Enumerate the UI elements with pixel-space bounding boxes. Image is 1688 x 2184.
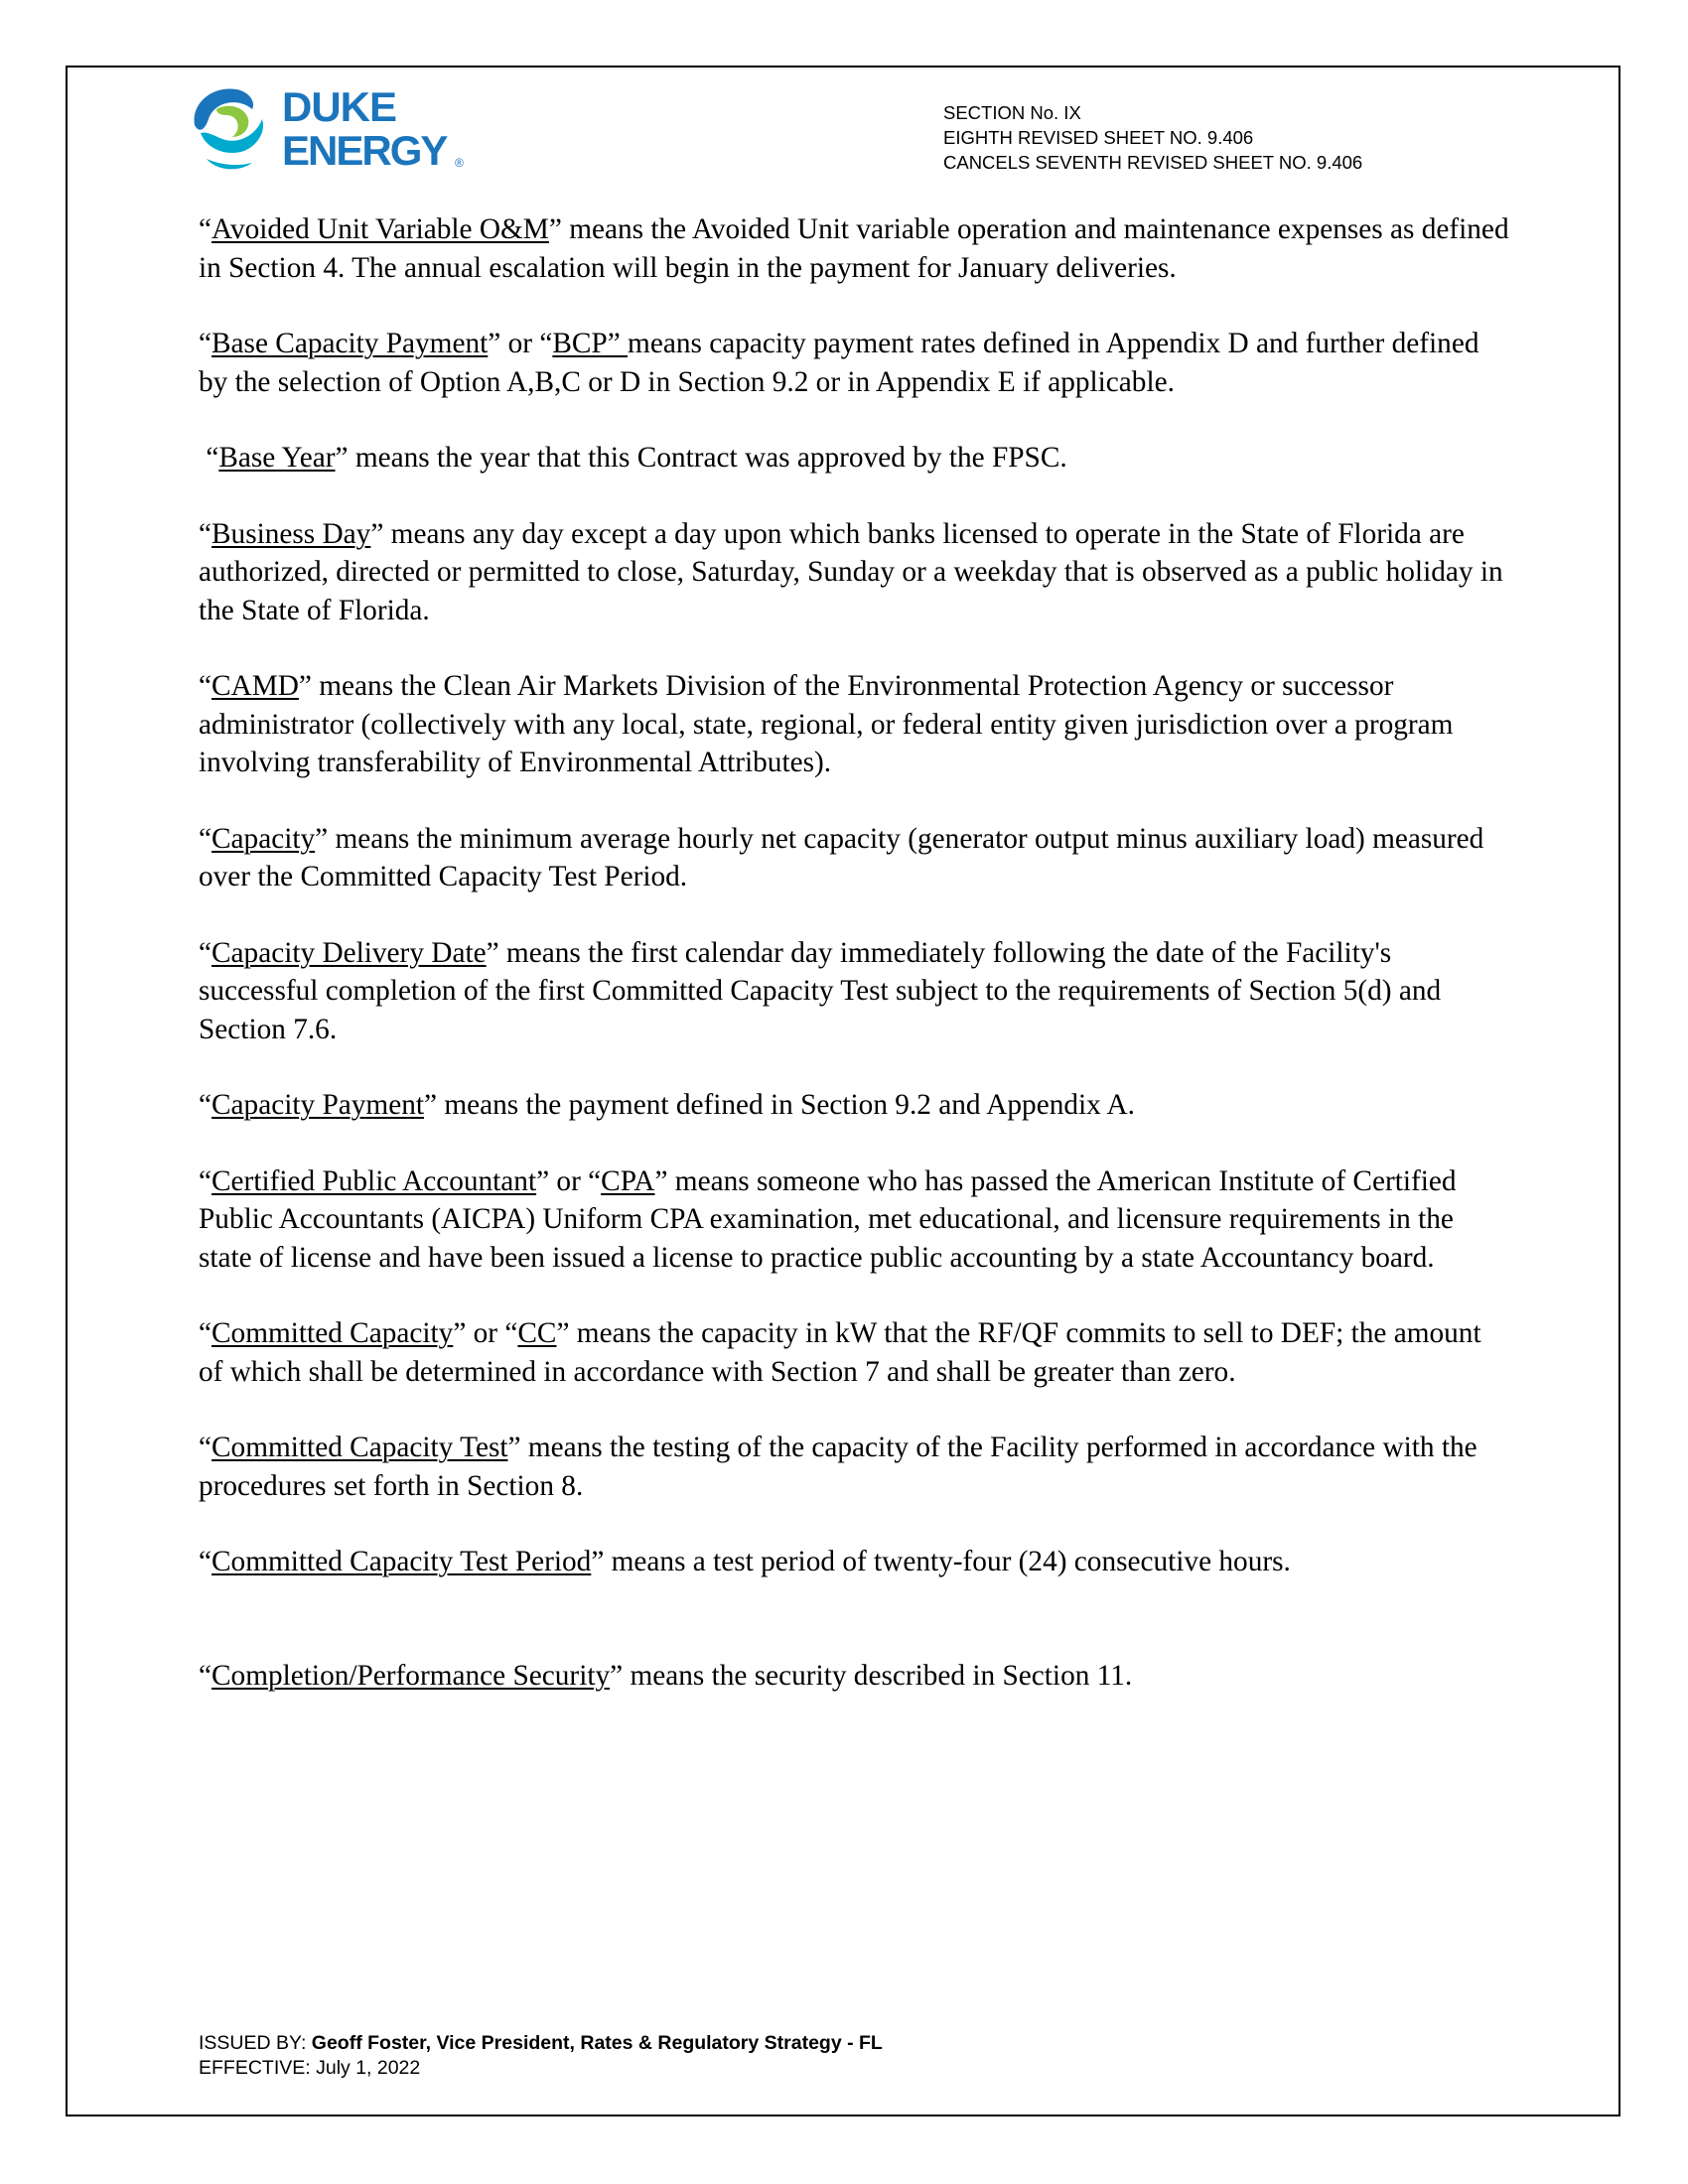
defined-term: Committed Capacity: [211, 1317, 454, 1349]
open-quote: “: [199, 517, 212, 550]
definition-text: ” means the Clean Air Markets Division of the Environmental Protection Agency or successor administrator (collectively with any local, state, regional, or federal entity given jurisdiction over a program involving transferability of Environmental Attributes).: [199, 670, 1454, 778]
open-quote: “: [199, 1432, 212, 1463]
open-quote: “: [199, 1659, 212, 1692]
definition-committed-capacity-test-period: [199, 1543, 1509, 1581]
section-number: SECTION No. IX: [943, 102, 1081, 123]
definition-text: ” means the capacity in kW that the RF/QF commits to sell to DEF; the amount of which shall be determined in accordance with Section 7 and shall be greater than zero.: [199, 1317, 1481, 1388]
definition-text: ” means the security described in Section 11.: [610, 1659, 1133, 1692]
definition-certified-public-accountant: [199, 1162, 1509, 1278]
definition-base-capacity-payment: [199, 325, 1509, 401]
logo-swirl-tail: [207, 159, 252, 169]
logo-text-energy: ENERGY: [282, 127, 447, 174]
term-connector: ” or “: [536, 1164, 602, 1197]
defined-term-abbrev: CPA: [601, 1164, 655, 1197]
open-quote: “: [199, 822, 212, 855]
definition-text: ” means the year that this Contract was approved by the FPSC.: [335, 442, 1067, 474]
logo-swirl-green: [216, 106, 248, 137]
definition-capacity-delivery-date: [199, 934, 1509, 1049]
defined-term: Capacity Payment: [211, 1089, 424, 1121]
cancels-sheet: CANCELS SEVENTH REVISED SHEET NO. 9.406: [943, 152, 1363, 173]
defined-term: Business Day: [211, 517, 371, 550]
defined-term: Committed Capacity Test: [211, 1432, 508, 1463]
issued-by-line: [199, 2031, 883, 2056]
definition-text: ” means the payment defined in Section 9.2 and Appendix A.: [424, 1089, 1135, 1121]
definition-text: ” means someone who has passed the American Institute of Certified Public Accountants (AICPA) Uniform CPA examination, met educational, and licensure requirements in the state of license and have been issued a license to practice public accounting by a state Accountancy board.: [199, 1164, 1457, 1274]
defined-term: Committed Capacity Test Period: [211, 1546, 592, 1577]
open-quote: “: [199, 442, 219, 474]
definition-committed-capacity-test: [199, 1429, 1509, 1505]
effective-date: EFFECTIVE: July 1, 2022: [199, 2057, 421, 2079]
defined-term: Capacity: [211, 822, 316, 855]
logo-swirl-teal: [201, 119, 263, 153]
definition-text: ” means the minimum average hourly net capacity (generator output minus auxiliary load) measured over the Committed Capacity Test Period.: [199, 822, 1484, 892]
definition-text: means capacity payment rates defined in Appendix D and further defined by the selection of Option A,B,C or D in Section 9.2 or in Appendix E if applicable.: [199, 328, 1479, 398]
defined-term: Base Capacity Payment: [211, 328, 489, 359]
definition-capacity-payment: [199, 1086, 1509, 1125]
open-quote: “: [199, 1164, 212, 1197]
term-connector: ” or “: [453, 1317, 518, 1349]
defined-term: Capacity Delivery Date: [211, 936, 487, 969]
open-quote: “: [199, 213, 212, 245]
open-quote: “: [199, 936, 212, 969]
issued-footer: [199, 2031, 883, 2081]
definition-base-year: [199, 439, 1509, 478]
definition-text: ” means any day except a day upon which banks licensed to operate in the State of Florida are authorized, directed or permitted to close, Saturday, Sunday or a weekday that is observed as a public holiday in the State of Florida.: [199, 517, 1503, 626]
definition-text: ” means the first calendar day immediately following the date of the Facility's successful completion of the first Committed Capacity Test subject to the requirements of Section 5(d) and Section 7.6.: [199, 936, 1442, 1045]
definition-completion-performance-security: [199, 1657, 1509, 1696]
sheet-header: [943, 100, 1362, 175]
defined-term-abbrev: BCP”: [552, 328, 629, 359]
definition-avoided-unit-variable-om: [199, 210, 1509, 287]
open-quote: “: [199, 1317, 212, 1349]
defined-term: Certified Public Accountant: [211, 1164, 537, 1197]
logo-text-duke: DUKE: [282, 83, 397, 130]
definitions-body: [199, 210, 1509, 1695]
open-quote: “: [199, 670, 212, 702]
defined-term: CAMD: [211, 670, 299, 702]
definition-business-day: [199, 515, 1509, 630]
defined-term: Base Year: [218, 442, 336, 474]
open-quote: “: [199, 1089, 212, 1121]
definition-text: ” means a test period of twenty-four (24) consecutive hours.: [591, 1546, 1291, 1577]
definition-text: ” means the testing of the capacity of the Facility performed in accordance with the procedures set forth in Section 8.: [199, 1432, 1477, 1502]
defined-term: Completion/Performance Security: [211, 1659, 611, 1692]
logo-registered-mark: ®: [455, 156, 464, 170]
definition-camd: [199, 667, 1509, 782]
duke-energy-logo-graphic: [187, 79, 475, 179]
defined-term-abbrev: CC: [517, 1317, 557, 1349]
definition-committed-capacity: [199, 1314, 1509, 1391]
open-quote: “: [199, 328, 212, 359]
definition-text: ” means the Avoided Unit variable operation and maintenance expenses as defined in Section 4. The annual escalation will begin in the payment for January deliveries.: [199, 213, 1509, 284]
sheet-number: EIGHTH REVISED SHEET NO. 9.406: [943, 127, 1254, 148]
issued-by-label: ISSUED BY:: [199, 2032, 312, 2054]
open-quote: “: [199, 1546, 212, 1577]
defined-term: Avoided Unit Variable O&M: [211, 213, 549, 245]
definition-capacity: [199, 820, 1509, 896]
issued-by-name: Geoff Foster, Vice President, Rates & Regulatory Strategy - FL: [311, 2032, 883, 2054]
duke-energy-logo: [187, 79, 475, 179]
term-connector: ” or “: [488, 328, 553, 359]
